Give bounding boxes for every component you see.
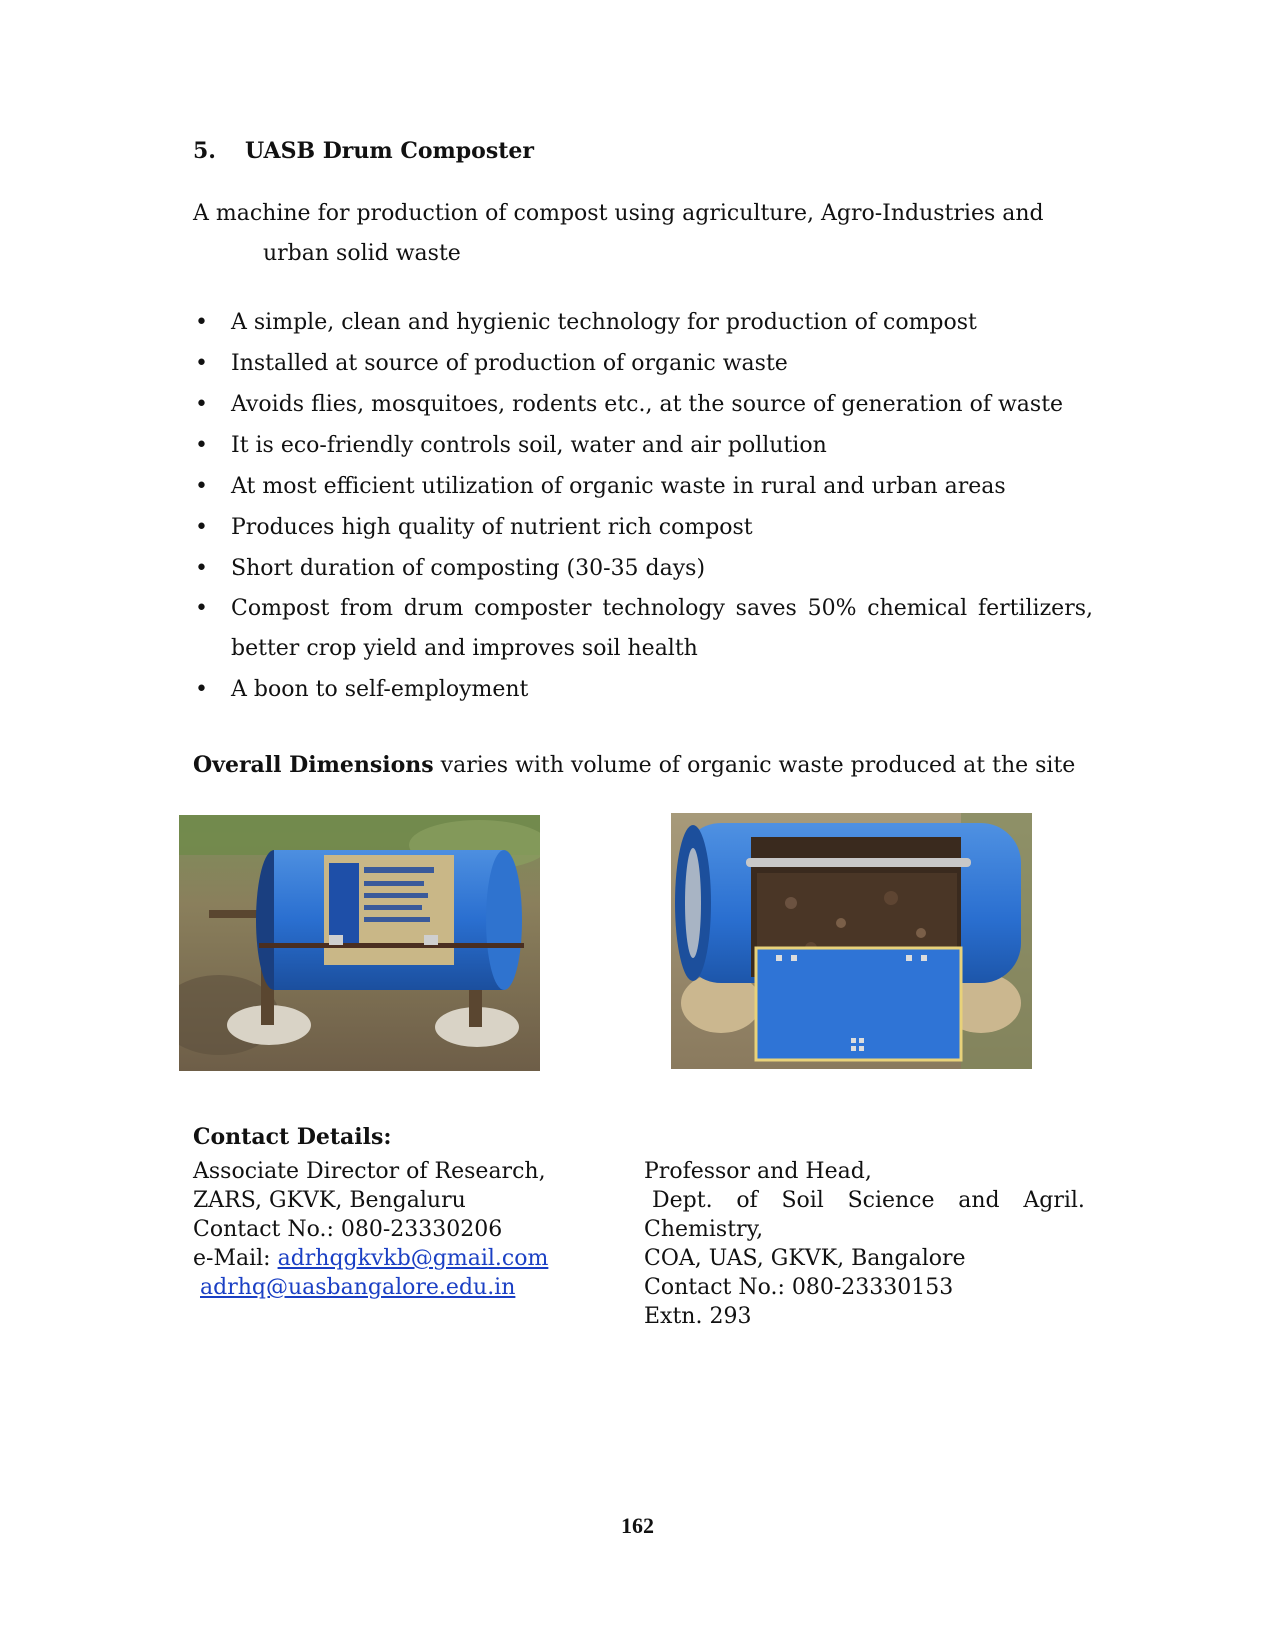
list-item: • It is eco-friendly controls soil, water and air pollution: [193, 425, 1093, 466]
contact-right-dept-line: Dept. of Soil Science and Agril.: [652, 1188, 1085, 1213]
bullet-icon: •: [195, 677, 208, 702]
email-link-uas[interactable]: adrhq@uasbangalore.edu.in: [200, 1275, 516, 1300]
section-heading: [193, 138, 534, 164]
contact-right-line-4: COA, UAS, GKVK, Bangalore: [644, 1246, 966, 1271]
bullet-icon: •: [195, 351, 208, 376]
contact-left-email-row-2: [193, 1273, 613, 1302]
section-title: UASB Drum Composter: [245, 138, 534, 164]
bullet-icon: •: [195, 515, 208, 540]
list-item: • Avoids flies, mosquitoes, rodents etc., at the source of generation of waste: [193, 384, 1093, 425]
page-number: 162: [621, 1513, 654, 1538]
bullet-icon: •: [195, 310, 208, 335]
contact-left-phone: Contact No.: 080-23330206: [193, 1217, 503, 1242]
email-label: e-Mail:: [193, 1246, 278, 1271]
dimensions-label: Overall Dimensions: [193, 752, 434, 778]
bullet-icon: •: [195, 596, 208, 621]
contact-right-phone: Contact No.: 080-23330153: [644, 1275, 954, 1300]
contact-left-line-2: ZARS, GKVK, Bengaluru: [193, 1188, 466, 1213]
contact-left-line-1: Associate Director of Research,: [193, 1159, 546, 1184]
list-item: • A simple, clean and hygienic technology for production of compost: [193, 302, 1093, 343]
dimensions-text: varies with volume of organic waste produced at the site: [433, 753, 1076, 778]
bullet-icon: •: [195, 433, 208, 458]
intro-paragraph: [193, 194, 1093, 274]
list-item: • At most efficient utilization of organic waste in rural and urban areas: [193, 466, 1093, 507]
feature-list: [193, 302, 1093, 710]
list-item: • Compost from drum composter technology saves 50% chemical fertilizers, better crop yield and improves soil health: [193, 589, 1093, 669]
overall-dimensions: [193, 752, 1075, 778]
bullet-icon: •: [195, 556, 208, 581]
drum-composter-closed-photo: [179, 815, 540, 1071]
email-link-gmail[interactable]: adrhqgkvkb@gmail.com: [277, 1246, 549, 1271]
contact-right-column: [644, 1157, 1085, 1331]
list-item: • A boon to self-employment: [193, 669, 1093, 710]
contact-left-column: [193, 1157, 613, 1302]
list-item: • Short duration of composting (30-35 days): [193, 548, 1093, 589]
contact-details-heading: Contact Details:: [193, 1124, 392, 1150]
intro-line-2: urban solid waste: [263, 241, 461, 266]
bullet-icon: •: [195, 392, 208, 417]
list-item: • Installed at source of production of organic waste: [193, 343, 1093, 384]
contact-right-extension: Extn. 293: [644, 1304, 752, 1329]
contact-right-line-3: Chemistry,: [644, 1217, 764, 1242]
contact-right-line-1: Professor and Head,: [644, 1159, 872, 1184]
intro-line-1: A machine for production of compost using agriculture, Agro-Industries and: [193, 201, 1044, 226]
section-number: 5.: [193, 138, 216, 164]
list-item: • Produces high quality of nutrient rich compost: [193, 507, 1093, 548]
bullet-icon: •: [195, 474, 208, 499]
contact-left-email-row: [193, 1244, 613, 1273]
drum-composter-open-photo: [671, 813, 1032, 1069]
